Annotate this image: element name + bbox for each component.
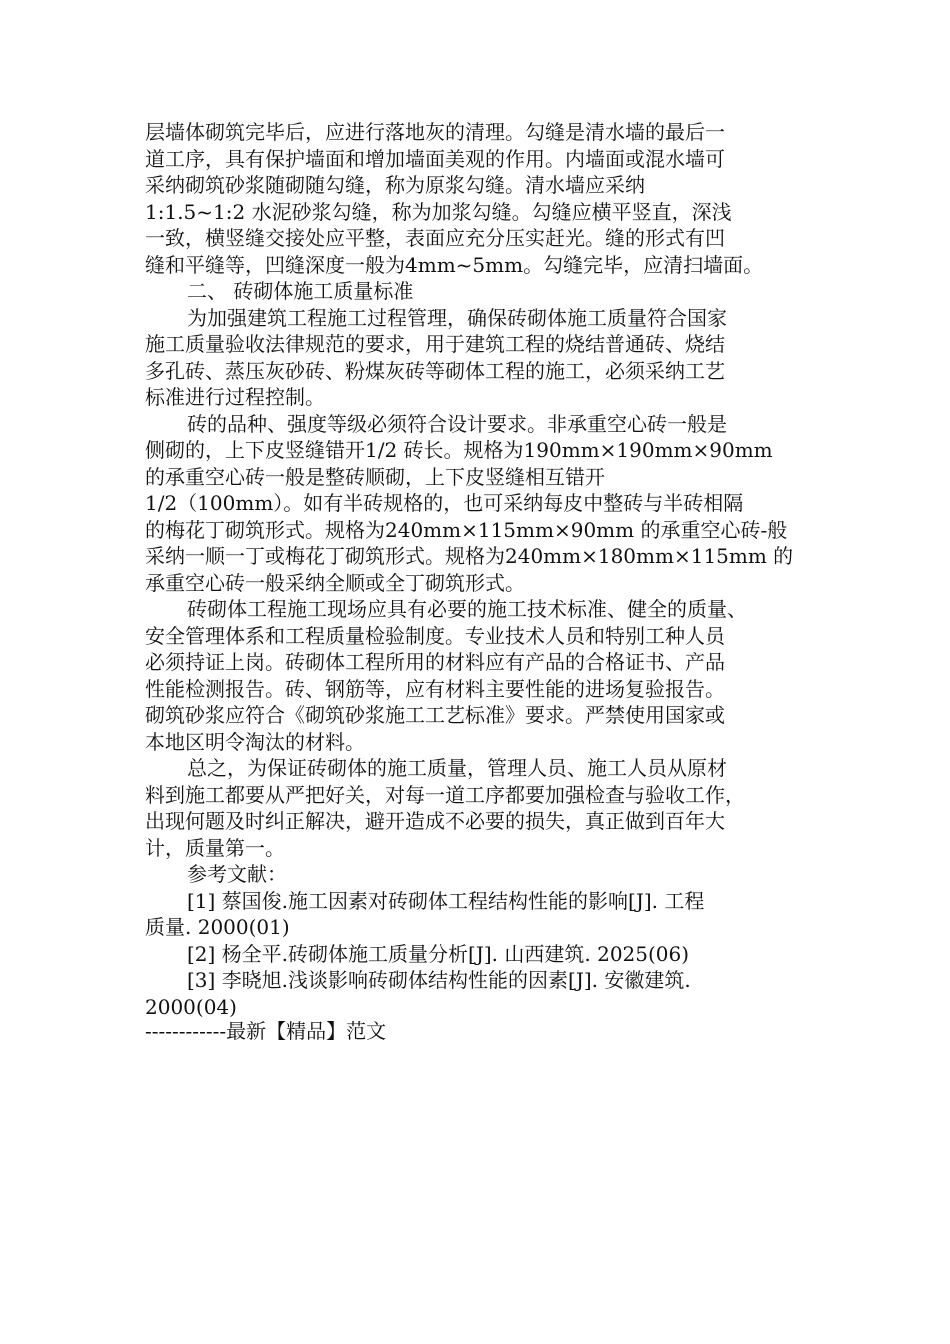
reference-item — [145, 941, 805, 968]
text-line: 的承重空心砖一般是整砖顺砌，上下皮竖缝相互错开 — [145, 464, 605, 489]
text-line: 2000(04) — [145, 994, 237, 1019]
text-line: 1:1.5~1:2 水泥砂浆勾缝，称为加浆勾缝。勾缝应横平竖直，深浅 — [145, 199, 732, 224]
text-line: [2] 杨全平.砖砌体施工质量分析[J]. 山西建筑. 2025(06) — [187, 941, 690, 966]
footer-label: ------------最新【精品】范文 — [145, 1019, 387, 1043]
text-line: 砖砌体工程施工现场应具有必要的施工技术标准、健全的质量、 — [187, 597, 747, 621]
text-line: 层墙体砌筑完毕后，应进行落地灰的清理。勾缝是清水墙的最后一 — [145, 120, 725, 144]
text-line: 砖的品种、强度等级必须符合设计要求。非承重空心砖一般是 — [187, 411, 727, 436]
text-line: 本地区明令淘汰的材料。 — [145, 729, 365, 754]
text-line: 安全管理体系和工程质量检验制度。专业技术人员和特别工种人员 — [145, 623, 725, 648]
text-line: 必须持证上岗。砖砌体工程所用的材料应有产品的合格证书、产品 — [145, 650, 725, 674]
text-line: 一致，横竖缝交接处应平整，表面应充分压实赶光。缝的形式有凹 — [145, 226, 725, 250]
section-heading: 二、 砖砌体施工质量标准 — [187, 279, 414, 303]
text-line: 料到施工都要从严把好关，对每一道工序都要加强检查与验收工作， — [145, 782, 745, 807]
text-line: 1/2（100mm）。如有半砖规格的，也可采纳每皮中整砖与半砖相隔 — [145, 491, 744, 515]
text-line: 标准进行过程控制。 — [145, 385, 325, 409]
text-line: 采纳砌筑砂浆随砌随勾缝，称为原浆勾缝。清水墙应采纳 — [145, 173, 645, 197]
text-line: 侧砌的，上下皮竖缝错开1/2 砖长。规格为190mm×190mm×90mm — [145, 438, 773, 462]
text-line: 承重空心砖一般采纳全顺或全丁砌筑形式。 — [145, 570, 525, 595]
text-line: 计，质量第一。 — [145, 835, 285, 860]
text-line: [3] 李晓旭.浅谈影响砖砌体结构性能的因素[J]. 安徽建筑. — [187, 968, 691, 992]
reference-item — [145, 967, 805, 1020]
text-line: 道工序，具有保护墙面和增加墙面美观的作用。内墙面或混水墙可 — [145, 146, 725, 171]
text-line: 性能检测报告。砖、钢筋等，应有材料主要性能的进场复验报告。 — [145, 676, 725, 701]
paragraph-mortar-joints — [145, 119, 805, 278]
reference-item — [145, 888, 805, 941]
paragraph-site-requirements — [145, 596, 805, 755]
text-line: 缝和平缝等，凹缝深度一般为4mm~5mm。勾缝完毕，应清扫墙面。 — [145, 252, 764, 277]
text-line: 为加强建筑工程施工过程管理，确保砖砌体施工质量符合国家 — [187, 305, 727, 330]
text-line: 出现何题及时纠正解决，避开造成不必要的损失，真正做到百年大 — [145, 809, 725, 833]
text-line: 采纳一顺一丁或梅花丁砌筑形式。规格为240mm×180mm×115mm 的 — [145, 544, 794, 568]
paragraph-brick-specs — [145, 411, 805, 597]
text-line: 的梅花丁砌筑形式。规格为240mm×115mm×90mm 的承重空心砖-般 — [145, 517, 788, 542]
text-line: 多孔砖、蒸压灰砂砖、粉煤灰砖等砌体工程的施工，必须采纳工艺 — [145, 358, 725, 383]
text-line: 砌筑砂浆应符合《砌筑砂浆施工工艺标准》要求。严禁使用国家或 — [145, 703, 725, 727]
paragraph-conclusion — [145, 755, 805, 861]
references-list — [145, 888, 805, 1021]
references-heading: 参考文献： — [187, 862, 287, 886]
text-line: [1] 蔡国俊.施工因素对砖砌体工程结构性能的影响[J]. 工程 — [187, 888, 705, 913]
document-body — [145, 119, 805, 1020]
text-line: 质量. 2000(01) — [145, 915, 290, 939]
text-line: 总之，为保证砖砌体的施工质量，管理人员、施工人员从原材 — [187, 756, 727, 780]
paragraph-intro — [145, 305, 805, 411]
text-line: 施工质量验收法律规范的要求，用于建筑工程的烧结普通砖、烧结 — [145, 332, 725, 356]
